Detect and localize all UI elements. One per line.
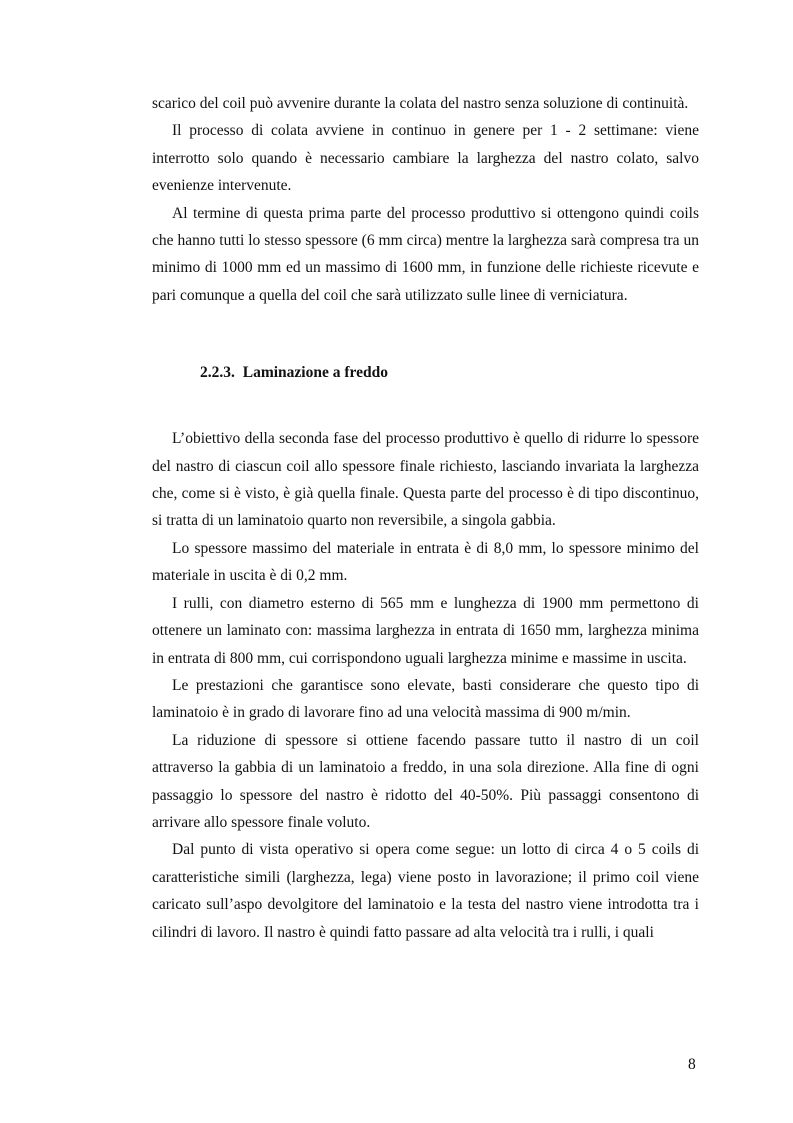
document-page: [152, 90, 699, 946]
paragraph: I rulli, con diametro esterno di 565 mm e lunghezza di 1900 mm permettono di ottenere un laminato con: massima larghezza in entrata di 1650 mm, larghezza minima in entrata di 800 mm, cui corrispondono uguali larghezza minime e massime in uscita.: [152, 594, 699, 667]
paragraph: La riduzione di spessore si ottiene facendo passare tutto il nastro di un coil attraverso la gabbia di un laminatoio a freddo, in una sola direzione. Alla fine di ogni passaggio lo spessore del nastro è ridotto del 40-50%. Più passaggi consentono di arrivare allo spessore finale voluto.: [152, 731, 699, 831]
paragraph: Al termine di questa prima parte del processo produttivo si ottengono quindi coils che hanno tutti lo stesso spessore (6 mm circa) mentre la larghezza sarà compresa tra un minimo di 1000 mm ed un massimo di 1600 mm, in funzione delle richieste ricevute e pari comunque a quella del coil che sarà utilizzato sulle linee di verniciatura.: [152, 204, 699, 304]
page-number: 8: [688, 1056, 696, 1073]
section-title: Laminazione a freddo: [242, 364, 388, 382]
section-heading: [200, 361, 699, 385]
paragraph: L’obiettivo della seconda fase del processo produttivo è quello di ridurre lo spessore del nastro di ciascun coil allo spessore finale richiesto, lasciando invariata la larghezza che, come si è visto, è già quella finale. Questa parte del processo è di tipo discontinuo, si tratta di un laminatoio quarto non reversibile, a singola gabbia.: [152, 430, 699, 530]
paragraph: Il processo di colata avviene in continuo in genere per 1 - 2 settimane: viene interrotto solo quando è necessario cambiare la larghezza del nastro colato, salvo evenienze intervenute.: [152, 122, 699, 195]
paragraph: Le prestazioni che garantisce sono elevate, basti considerare che questo tipo di laminatoio è in grado di lavorare fino ad una velocità massima di 900 m/min.: [152, 676, 699, 722]
paragraph: Dal punto di vista operativo si opera come segue: un lotto di circa 4 o 5 coils di caratteristiche simili (larghezza, lega) viene posto in lavorazione; il primo coil viene caricato sull’aspo devolgitore del laminatoio e la testa del nastro viene introdotta tra i cilindri di lavoro. Il nastro è quindi fatto passare ad alta velocità tra i rulli, i quali: [152, 841, 699, 941]
section-number: 2.2.3.: [200, 364, 235, 382]
paragraph: scarico del coil può avvenire durante la colata del nastro senza soluzione di continuità.: [152, 95, 689, 112]
paragraph: Lo spessore massimo del materiale in entrata è di 8,0 mm, lo spessore minimo del materiale in uscita è di 0,2 mm.: [152, 539, 699, 585]
